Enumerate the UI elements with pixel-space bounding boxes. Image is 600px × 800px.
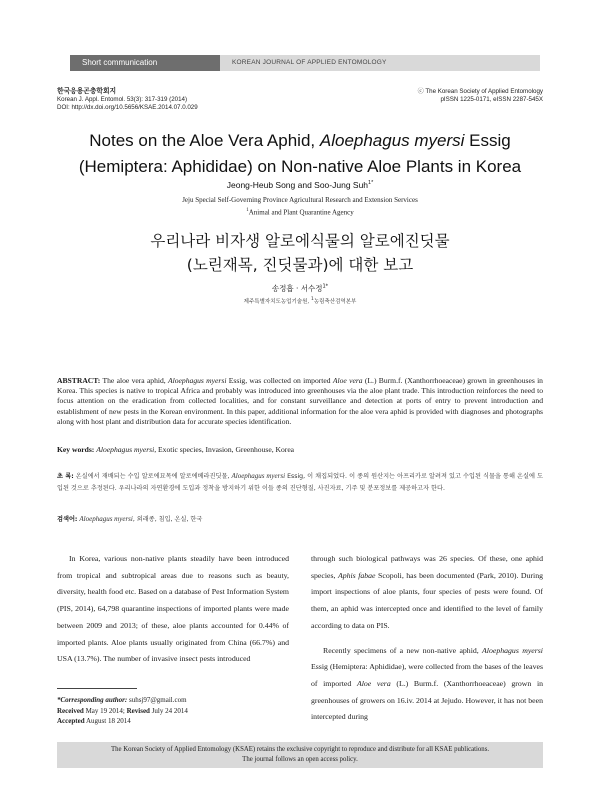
article-title-english: Notes on the Aloe Vera Aphid, Aloephagus myersi Essig (Hemiptera: Aphididae) on Non-native Aloe Plants in Korea [78,131,522,176]
footnote-divider [57,688,137,689]
body-paragraph: through such biological pathways was 26 species. Of these, one aphid species, Aphis fabae Scopoli, has been documented (Park, 2010). During import inspections of aloe plants, four species of pests were found. Of them, an aphid was intercepted once and identified to the level of family according to data on PIS. [311,554,543,630]
section-label: Short communication [70,55,220,71]
copyright-footer: The Korean Society of Applied Entomology (KSAE) retains the exclusive copyright to reproduce and distribute for all KSAE publications. The journal follows an open access policy. [57,742,543,768]
affiliations-english: Jeju Special Self-Governing Province Agricultural Research and Extension Services $^1$Animal and Plant Quarantine Agency [182,196,418,216]
affiliations-korean: 제주특별자치도농업기술원, $^1$농림축산검역본부 [243,297,357,305]
doi-link[interactable]: DOI: http://dx.doi.org/10.5656/KSAE.2014.07.0.029 [57,104,198,111]
keywords-korean: 검색어: Aloephagus myersi, 외래종, 침입, 온실, 한국 [57,515,203,523]
keywords-english: Key words: Aloephagus myersi, Exotic species, Invasion, Greenhouse, Korea [57,445,295,454]
journal-citation-block [57,88,198,112]
body-paragraph: In Korea, various non-native plants steadily have been introduced from tropical and subtropical areas due to reasons such as beauty, diversity, health food etc. Based on a database of Pest Information System (PIS, 2014), 64,798 quarantine inspections of imported plants were made between 2009 and 2013; of these, aloe plants accounted for 0.44% of imported plants. Aloe plants usually originated from China (66.7%) and USA (13.7%). The number of invasive insect pests introduced [57,554,289,664]
body-column-left [57,551,289,679]
journal-citation: Korean J. Appl. Entomol. 53(3): 317-319 (2014) [57,96,188,103]
society-block [418,88,543,104]
abstract-korean: 초 록: 온실에서 재배되는 수입 알로에묘목에 알로에베라진딧물, Aloephagus myersi Essig, 이 채집되었다. 이 종의 원산지는 아프리카로 알려져 있고 수입된 식물을 통해 온실에 도입된 것으로 추정된다. 우리나라의 자연환경에 도입과 정착을 방지하기 위한 이들 종의 진단형질, 사진자료, 기주 및 분포정보를 제공하고자 한다. [57,472,544,492]
copyright-notice: ⓒ The Korean Society of Applied Entomology [417,88,543,95]
corresponding-email[interactable]: suhsj97@gmail.com [127,696,187,704]
body-paragraph: Recently specimens of a new non-native aphid, Aloephagus myersi Essig (Hemiptera: Aphididae), were collected from the bases of the leaves of imported Aloe vera (L.) Burm.f. (Xanthorrhoeaceae) grown in greenhouses of growers on 16.iv. 2014 at Jejudo. However, it has not been intercepted during [311,645,543,722]
journal-running-title: KOREAN JOURNAL OF APPLIED ENTOMOLOGY [220,55,540,71]
issn: pISSN 1225-0171, eISSN 2287-545X [440,96,543,103]
journal-korean-name: 한국응용곤충학회지 [57,88,117,95]
authors-korean: 송정흡 · 서수정$^{1*}$ [271,283,329,293]
abstract-english: ABSTRACT: The aloe vera aphid, Aloephagus myersi Essig, was collected on imported Aloe vera (L.) Burm.f. (Xanthorrhoeaceae) grown in greenhouses in Korea. This species is native to tropical Africa and probably was introduced into greenhouses via the aloe plant trade. This introduction reinforces the need to focus attention on the eradication from collected localities, and for constant surveillance and detection at ports of entry to prevent introduction and establishment of new pests in the Korean environment. In this paper, additional information for the aloe vera aphid is provided with diagnoses and photographs along with host plant and distribution data for accurate species identification. [57,376,543,426]
authors-english: Jeong-Heub Song and Soo-Jung Suh$^{1*}$ [226,180,374,190]
body-column-right [311,551,543,731]
correspondence-footnote: *Corresponding author: suhsj97@gmail.com Received May 19 2014; Revised July 24 2014 Accepted August 18 2014 [57,696,188,725]
running-header [70,55,540,71]
article-title-korean: 우리나라 비자생 알로에식물의 알로에진딧물 (노린재목, 진딧물과)에 대한 보고 [150,232,450,274]
